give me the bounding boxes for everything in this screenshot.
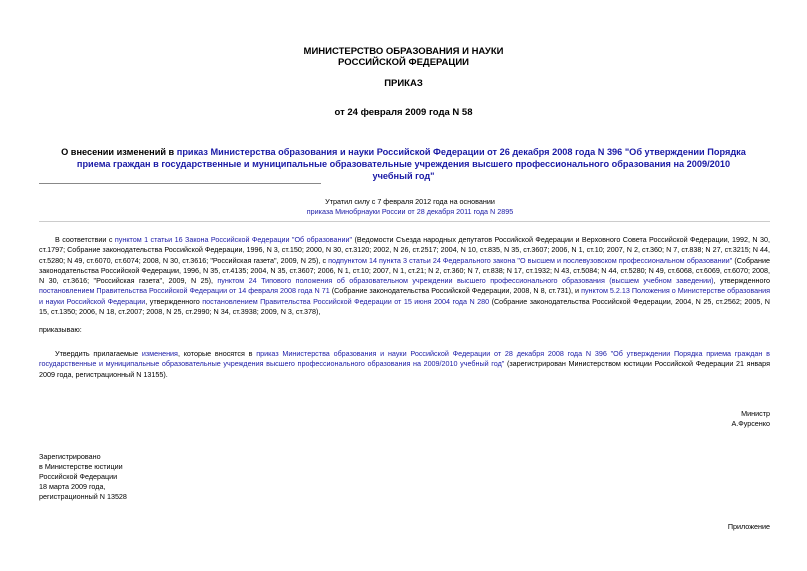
divider-short [39,183,321,184]
signature-position: Министр [741,409,770,418]
lost-force-basis [290,207,530,217]
appendix-label: Приложение [727,522,770,531]
signature-name: А.Фурсенко [731,419,770,428]
document-type: ПРИКАЗ [384,78,423,89]
ministry-name-line2: РОССИЙСКОЙ ФЕДЕРАЦИИ [337,57,469,68]
registration-line3: Российской Федерации [39,472,118,481]
lost-force-note: Утратил силу с 7 февраля 2012 года на основании [325,197,495,206]
basis-order-link[interactable]: приказа Минобрнауки России от 28 декабря 2011 года N 2895 [306,207,514,216]
preamble-text-7: (Собрание законодательства Российской Федерации, 2004, N 25, ст.2562; 2005, N 15, ст.1350; 2006, N 18, ст.2007; 2008, N 25, ст.2990; N 34, ст.3938; 2009, N 3, ст.378), [39,296,770,317]
title-prefix: О внесении изменений в [61,147,177,157]
body-text-1: Утвердить прилагаемые [55,349,142,358]
preamble-text-4: , утвержденного [713,276,770,286]
preamble-text-1: В соответствии с [55,235,115,244]
link-typical-regulation[interactable]: пунктом 24 Типового положения об образовательном учреждении высшего профессионального образования (высшем учебном заведении) [217,276,714,286]
link-ministry-regulation[interactable]: пунктом 5.2.13 Положения о Министерстве образования и науки Российской Федерации [39,286,770,306]
body-text-2: , которые вносятся в [177,349,257,358]
registration-line2: в Министерстве юстиции [39,462,123,471]
preamble-text-2: (Ведомости Съезда народных депутатов Российской Федерации и Верховного Совета Российской Федерации, 1992, N 30, ст.1797; Собрание законодательства Российской Федерации, 1996, N 3, ст.150; 2000, N 30, ст.3120; 2002, N 26, ст.2517; 2004, N 10, ст.835, N 35, ст.3607; 2006, N 1, ст.10; 2007, N 2, ст.360; N 7, ст.838; N 27, ст.3215; N 44, ст.5280; N 49, ст.6070, ст.6074; 2008, N 30, ст.3616; "Российская газета", 2009, N 25), с [39,235,771,265]
link-order-396[interactable]: приказ Министерства образования и науки Российской Федерации от 28 декабря 2008 года N 396 "Об утверждении Порядка приема граждан в государственные и муниципальные образовательные учреждения высшего профессионального образования на 2009/2010 учебный год" [39,349,770,369]
link-resolution-280[interactable]: постановлением Правительства Российской Федерации от 15 июня 2004 года N 280 [202,296,490,306]
link-changes[interactable]: изменения [141,349,178,358]
registration-line1: Зарегистрировано [39,452,101,461]
preamble-text-6: , утвержденного [145,296,203,306]
preamble-paragraph [39,235,770,317]
registration-line4: 18 марта 2009 года, [39,482,106,491]
document-title [60,146,747,182]
ministry-name-line1: МИНИСТЕРСТВО ОБРАЗОВАНИЯ И НАУКИ [303,46,504,57]
body-text-3: (зарегистрирован Министерством юстиции Российской Федерации 21 января 2009 года, регистрационный N 13155). [39,359,770,379]
link-education-law[interactable]: пунктом 1 статьи 16 Закона Российской Федерации "Об образовании" [114,235,353,244]
body-paragraph [39,349,770,380]
link-resolution-71[interactable]: постановлением Правительства Российской Федерации от 14 февраля 2008 года N 71 [39,286,330,296]
preamble-text-3: (Собрание законодательства Российской Федерации, 1996, N 35, ст.4135; 2004, N 35, ст.3607; 2006, N 1, ст.10; 2007, N 1, ст.21; N 2, ст.360; N 7, ст.838; N 17, ст.1932; N 43, ст.5084; N 44, ст.5280; N 49, ст.6068, ст.6069, ст.6070; 2008, N 30, ст.3616; "Российская газета", 2009, N 25), [39,255,770,286]
order-word: приказываю: [39,325,82,334]
title-link-order-396[interactable]: приказ Министерства образования и науки Российской Федерации от 26 декабря 2008 года N 396 "Об утверждении Порядка приема граждан в государственные и муниципальные образовательные учреждения высшего профессионального образования на 2009/2010 учебный год" [76,147,746,181]
link-higher-education-law[interactable]: подпунктом 14 пункта 3 статьи 24 Федерального закона "О высшем и послевузовском профессиональном образовании" [328,255,733,265]
registration-line5: регистрационный N 13528 [39,492,127,501]
divider-long [39,221,770,222]
preamble-text-5: (Собрание законодательства Российской Федерации, 2008, N 8, ст.731), и [329,286,582,296]
document-date-number: от 24 февраля 2009 года N 58 [334,107,473,118]
